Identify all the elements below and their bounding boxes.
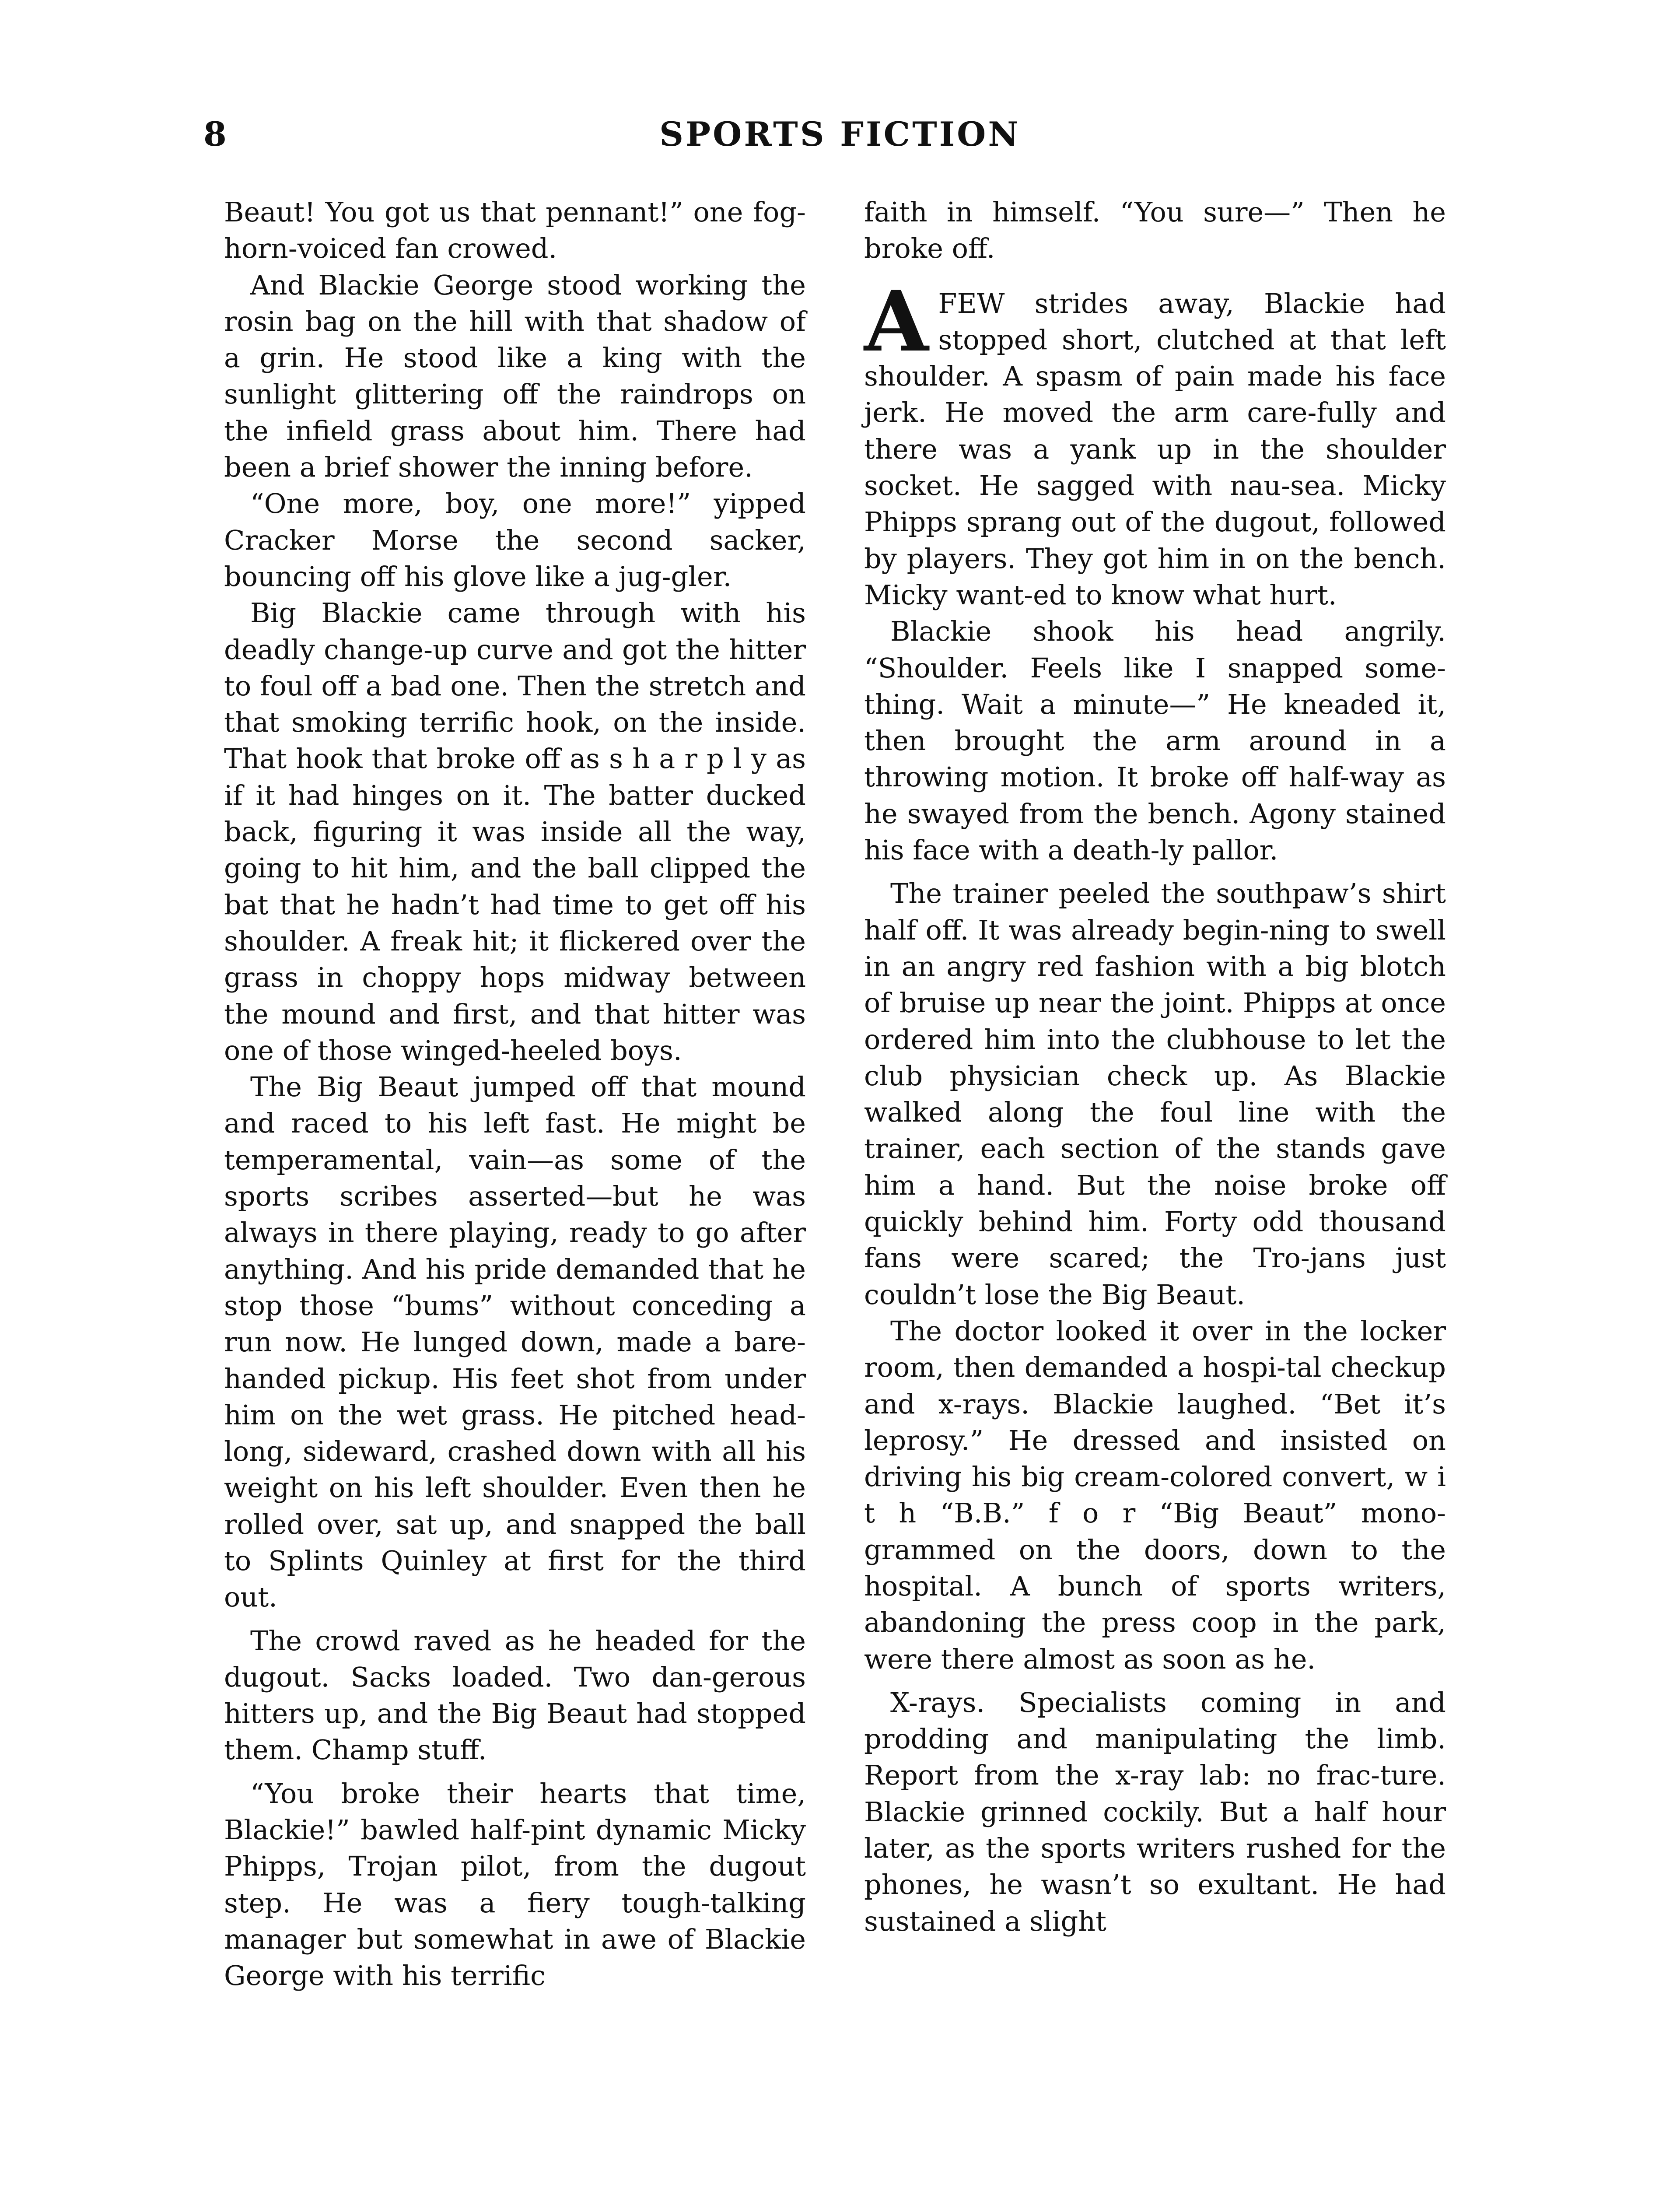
paragraph: The trainer peeled the southpaw’s shirt half off. It was already begin-ning to swell in an angry red fashion with a big blotch of bruise up near the joint. Phipps at once ordered him into the clubhouse to let the club physician check up. As Blackie walked along the foul line with the trainer, each section of the stands gave him a hand. But the noise broke off quickly behind him. Forty odd thousand fans were scared; the Tro-jans just couldn’t lose the Big Beaut.	[864, 877, 1446, 1311]
paragraph: Blackie shook his head angrily. “Shoulder. Feels like I snapped some-thing. Wait a minute—” He kneaded it, then brought the arm around in a throwing motion. It broke off half-way as he swayed from the bench. Agony stained his face with a death-ly pallor.	[864, 615, 1446, 866]
drop-cap: A	[864, 272, 929, 370]
paragraph: Big Blackie came through with his deadly change-up curve and got the hitter to foul off a bad one. Then the stretch and that smoking terrific hook, on the inside. That hook that broke off as s h a r p l y as if it had hinges on it. The batter ducked back, figuring it was inside all the way, going to hit him, and the ball clipped the bat that he hadn’t had time to get off his shoulder. A freak hit; it flickered over the grass in choppy hops midway between the mound and first, and that hitter was one of those winged-heeled boys.	[224, 597, 806, 1066]
right-column	[864, 194, 1446, 1939]
paragraph: The Big Beaut jumped off that mound and raced to his left fast. He might be temperamental, vain—as some of the sports scribes asserted—but he was always in there playing, ready to go after anything. And his pride demanded that he stop those “bums” without conceding a run now. He lunged down, made a bare-handed pickup. His feet shot from under him on the wet grass. He pitched head-long, sideward, crashed down with all his weight on his left shoulder. Even then he rolled over, sat up, and snapped the ball to Splints Quinley at first for the third out.	[224, 1071, 806, 1613]
paragraph: And Blackie George stood working the rosin bag on the hill with that shadow of a grin. He stood like a king with the sunlight glittering off the raindrops on the infield grass about him. There had been a brief shower the inning before.	[224, 269, 806, 484]
running-title: SPORTS FICTION	[659, 115, 1021, 154]
page-number: 8	[203, 115, 227, 154]
paragraph: “One more, boy, one more!” yipped Cracker Morse the second sacker, bouncing off his glove like a jug-gler.	[224, 487, 806, 593]
paragraph: faith in himself. “You sure—” Then he broke off.	[864, 196, 1446, 265]
section-opening-text: FEW strides away, Blackie had stopped short, clutched at that left shoulder. A spasm of pain made his face jerk. He moved the arm care-fully and there was a yank up in the shoulder socket. He sagged with nau-sea. Micky Phipps sprang out of the dugout, followed by players. They got him in on the bench. Micky want-ed to know what hurt.	[864, 287, 1446, 611]
paragraph: Beaut! You got us that pennant!” one fog-horn-voiced fan crowed.	[224, 196, 806, 265]
paragraph: “You broke their hearts that time, Blackie!” bawled half-pint dynamic Micky Phipps, Trojan pilot, from the dugout step. He was a fiery tough-talking manager but somewhat in awe of Blackie George with his terrific	[224, 1777, 806, 1992]
paragraph: The crowd raved as he headed for the dugout. Sacks loaded. Two dan-gerous hitters up, and the Big Beaut had stopped them. Champ stuff.	[224, 1624, 806, 1766]
paragraph: X-rays. Specialists coming in and prodding and manipulating the limb. Report from the x-ray lab: no frac-ture. Blackie grinned cockily. But a half hour later, as the sports writers rushed for the phones, he wasn’t so exultant. He had sustained a slight	[864, 1686, 1446, 1937]
paragraph: The doctor looked it over in the locker room, then demanded a hospi-tal checkup and x-rays. Blackie laughed. “Bet it’s leprosy.” He dressed and insisted on driving his big cream-colored convert, w i t h “B.B.” f o r “Big Beaut” mono-grammed on the doors, down to the hospital. A bunch of sports writers, abandoning the press coop in the park, were there almost as soon as he.	[864, 1315, 1446, 1675]
left-column	[224, 194, 806, 1994]
section-opening-paragraph	[864, 272, 1446, 614]
